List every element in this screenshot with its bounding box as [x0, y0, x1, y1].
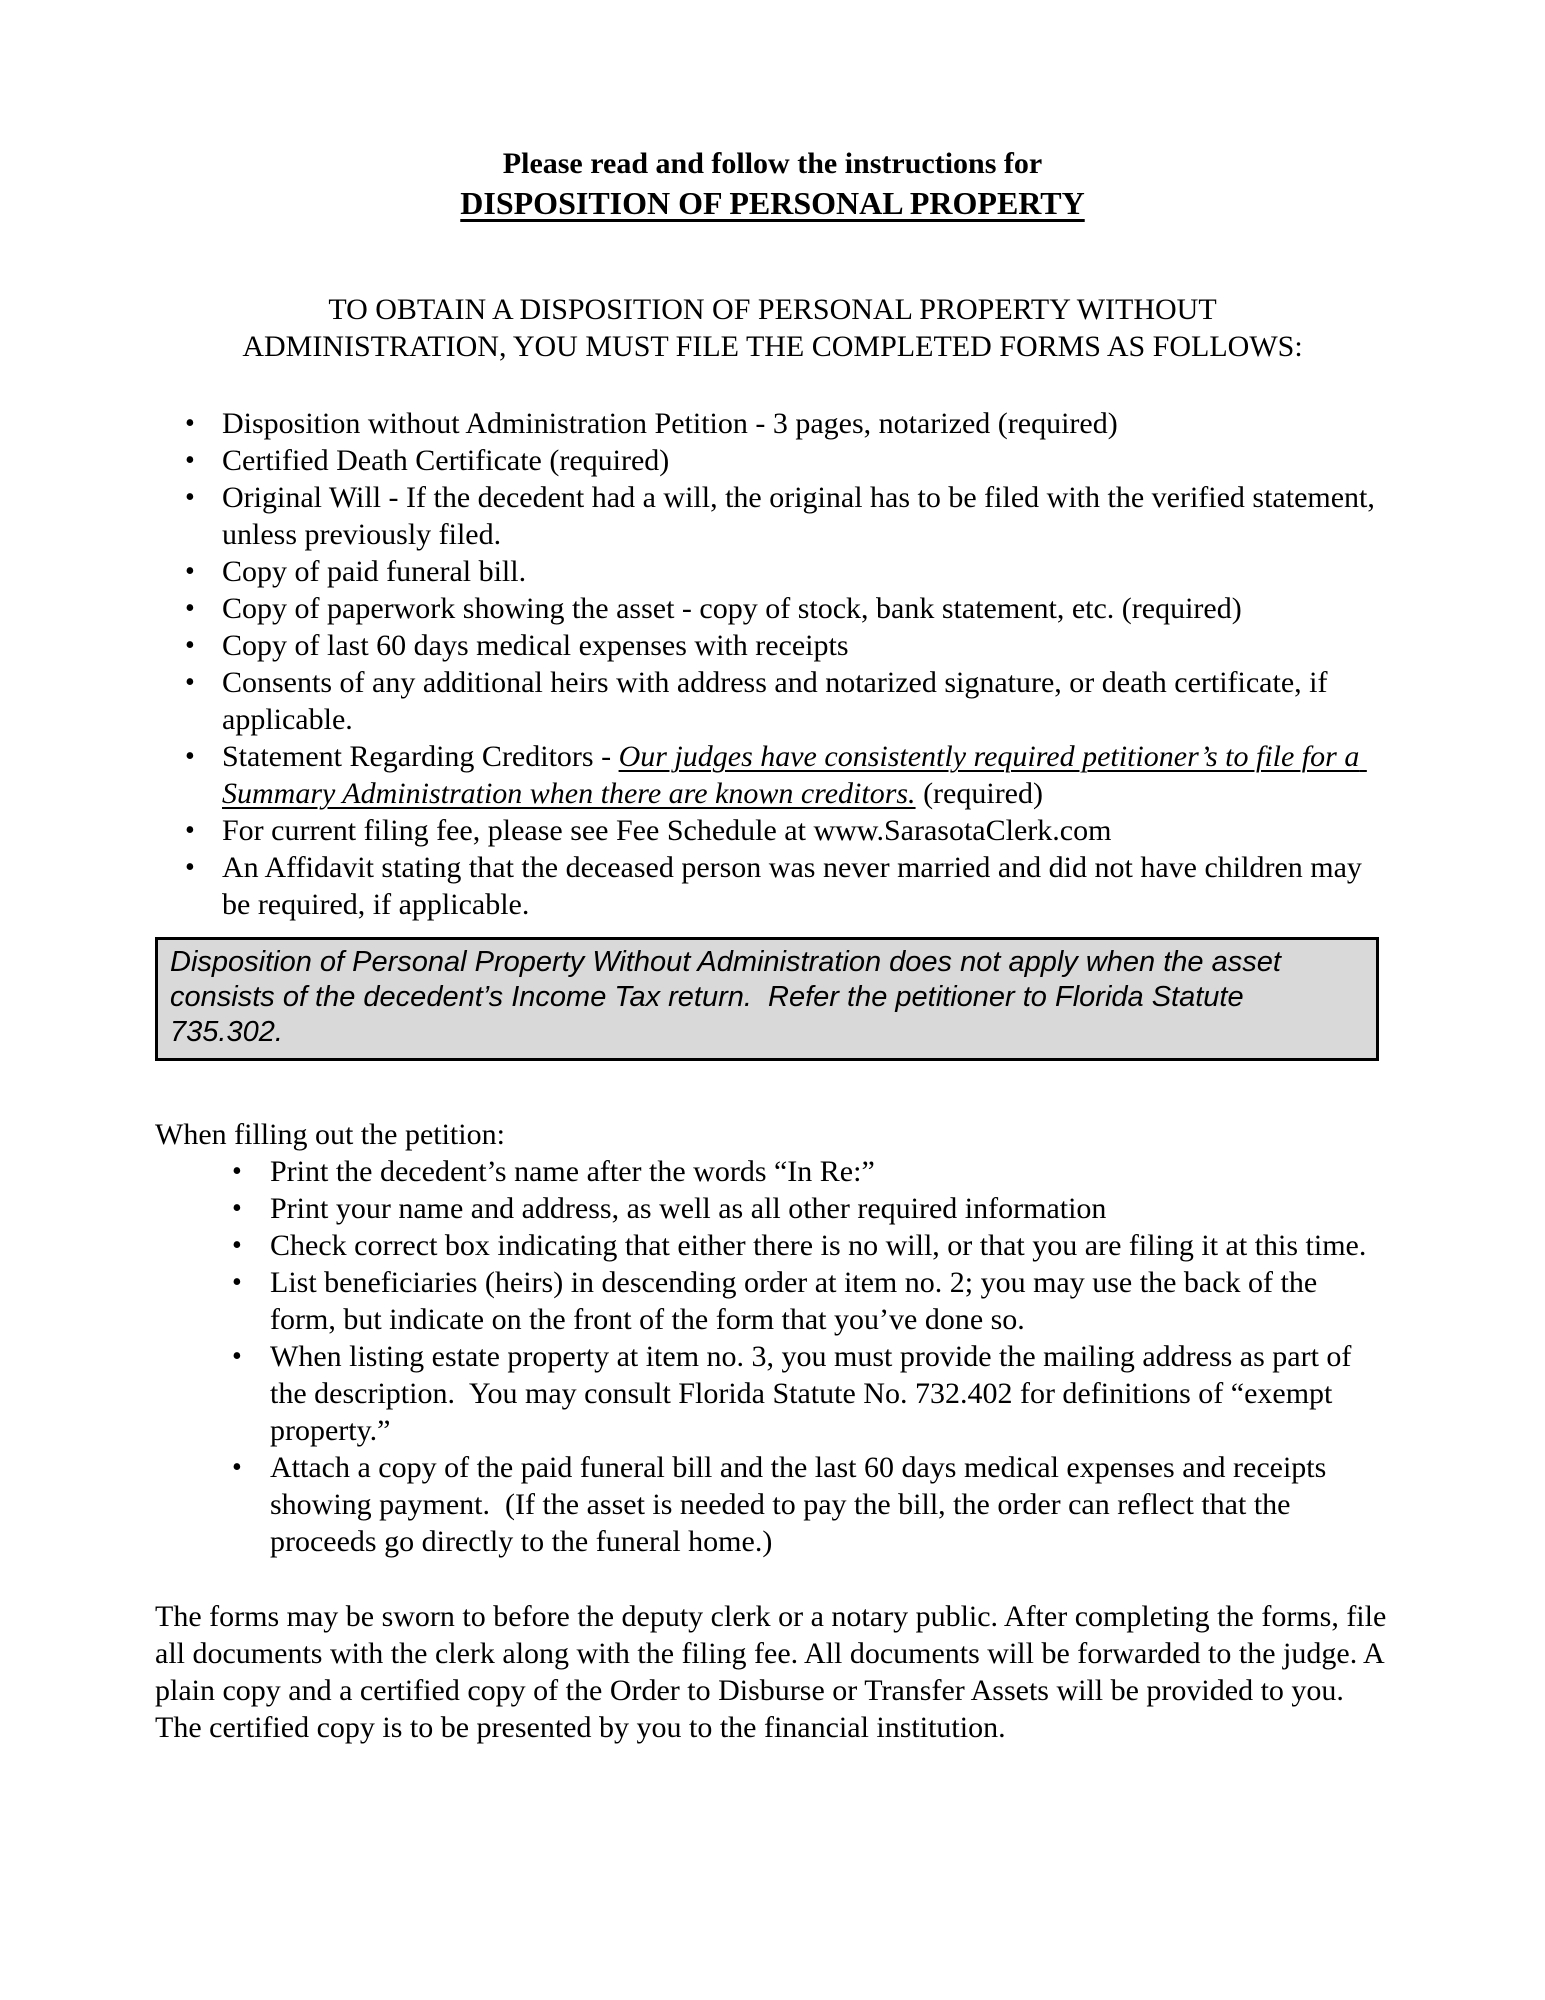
filing-requirement-item — [155, 627, 1390, 664]
filing-requirement-item — [155, 590, 1390, 627]
requirement-text: Copy of last 60 days medical expenses with receipts — [222, 629, 849, 662]
petition-instruction-item — [155, 1153, 1390, 1190]
instruction-text: Attach a copy of the paid funeral bill and the last 60 days medical expenses and receipts showing payment. (If the asset is needed to pay the bill, the order can reflect that the proceeds go directly to the funeral home.) — [270, 1451, 1334, 1558]
bullet-icon: • — [232, 1230, 242, 1261]
fee-schedule-url: www.SarasotaClerk.com — [813, 814, 1112, 847]
creditors-prefix: Statement Regarding Creditors - — [222, 740, 619, 773]
requirement-text: Consents of any additional heirs with address and notarized signature, or death certificate, if applicable. — [222, 666, 1335, 736]
bullet-icon: • — [185, 408, 195, 439]
filing-requirement-item — [155, 479, 1390, 553]
bullet-icon: • — [185, 445, 195, 476]
bullet-icon: • — [232, 1452, 242, 1483]
fee-text: For current filing fee, please see Fee Schedule at — [222, 814, 814, 847]
instruction-text: List beneficiaries (heirs) in descending order at item no. 2; you may use the back of the form, but indicate on the front of the form that you’ve done so. — [270, 1266, 1325, 1336]
creditors-emphasis: Our judges have consistently required petitioner’s to file for a Summary Administration when there are known creditors. — [222, 740, 1367, 810]
filing-requirement-item — [155, 849, 1390, 923]
bullet-icon: • — [185, 852, 195, 883]
document-title: DISPOSITION OF PERSONAL PROPERTY — [460, 185, 1085, 221]
instruction-text: Print your name and address, as well as all other required information — [270, 1192, 1107, 1225]
bullet-icon: • — [185, 556, 195, 587]
intro-line-2: ADMINISTRATION, YOU MUST FILE THE COMPLETED FORMS AS FOLLOWS: — [242, 330, 1303, 363]
petition-instruction-item — [155, 1190, 1390, 1227]
requirement-text: An Affidavit stating that the deceased person was never married and did not have children may be required, if applicable. — [222, 851, 1370, 921]
filing-requirement-item — [155, 664, 1390, 738]
filing-requirement-item — [155, 442, 1390, 479]
bullet-icon: • — [232, 1193, 242, 1224]
requirement-text: Certified Death Certificate (required) — [222, 444, 670, 477]
requirement-text: Copy of paid funeral bill. — [222, 555, 527, 588]
requirement-text: Original Will - If the decedent had a will, the original has to be filed with the verified statement, unless previously filed. — [222, 481, 1383, 551]
notice-box-text: Disposition of Personal Property Without Administration does not apply when the asset consists of the decedent’s Income Tax return. Refer the petitioner to Florida Statute 735.302. — [170, 946, 1289, 1048]
closing-paragraph: The forms may be sworn to before the deputy clerk or a notary public. After completing the forms, file all documents with the clerk along with the filing fee. All documents will be forwarded to the judge. A plain copy and a certified copy of the Order to Disburse or Transfer Assets will be provided to you. The certified copy is to be presented by you to the financial institution. — [155, 1600, 1394, 1744]
petition-instruction-item — [155, 1227, 1390, 1264]
bullet-icon: • — [185, 815, 195, 846]
creditors-suffix: (required) — [915, 777, 1043, 810]
requirement-text: Disposition without Administration Petition - 3 pages, notarized (required) — [222, 407, 1118, 440]
bullet-icon: • — [185, 741, 195, 772]
bullet-icon: • — [185, 667, 195, 698]
petition-instruction-item — [155, 1338, 1390, 1449]
bullet-icon: • — [232, 1156, 242, 1187]
filing-requirement-item-fee — [155, 812, 1390, 849]
requirement-text: Copy of paperwork showing the asset - copy of stock, bank statement, etc. (required) — [222, 592, 1242, 625]
notice-box — [155, 937, 1379, 1061]
filing-requirements-list — [155, 405, 1390, 923]
intro-paragraph — [155, 291, 1390, 365]
bullet-icon: • — [232, 1267, 242, 1298]
bullet-icon: • — [185, 630, 195, 661]
petition-instructions-list — [155, 1153, 1390, 1560]
petition-section-heading: When filling out the petition: — [155, 1118, 505, 1151]
instruction-text: Check correct box indicating that either there is no will, or that you are filing it at this time. — [270, 1229, 1367, 1262]
bullet-icon: • — [232, 1341, 242, 1372]
filing-requirement-item — [155, 553, 1390, 590]
bullet-icon: • — [185, 593, 195, 624]
petition-instruction-item — [155, 1449, 1390, 1560]
instruction-text: Print the decedent’s name after the words “In Re:” — [270, 1155, 875, 1188]
filing-requirement-item — [155, 405, 1390, 442]
intro-line-1: TO OBTAIN A DISPOSITION OF PERSONAL PROPERTY WITHOUT — [328, 293, 1217, 326]
instruction-text: When listing estate property at item no. 3, you must provide the mailing address as part of the description. You may consult Florida Statute No. 732.402 for definitions of “exempt property.” — [270, 1340, 1359, 1447]
bullet-icon: • — [185, 482, 195, 513]
filing-requirement-item-creditors — [155, 738, 1390, 812]
petition-instruction-item — [155, 1264, 1390, 1338]
title-prefix: Please read and follow the instructions for — [502, 147, 1043, 180]
